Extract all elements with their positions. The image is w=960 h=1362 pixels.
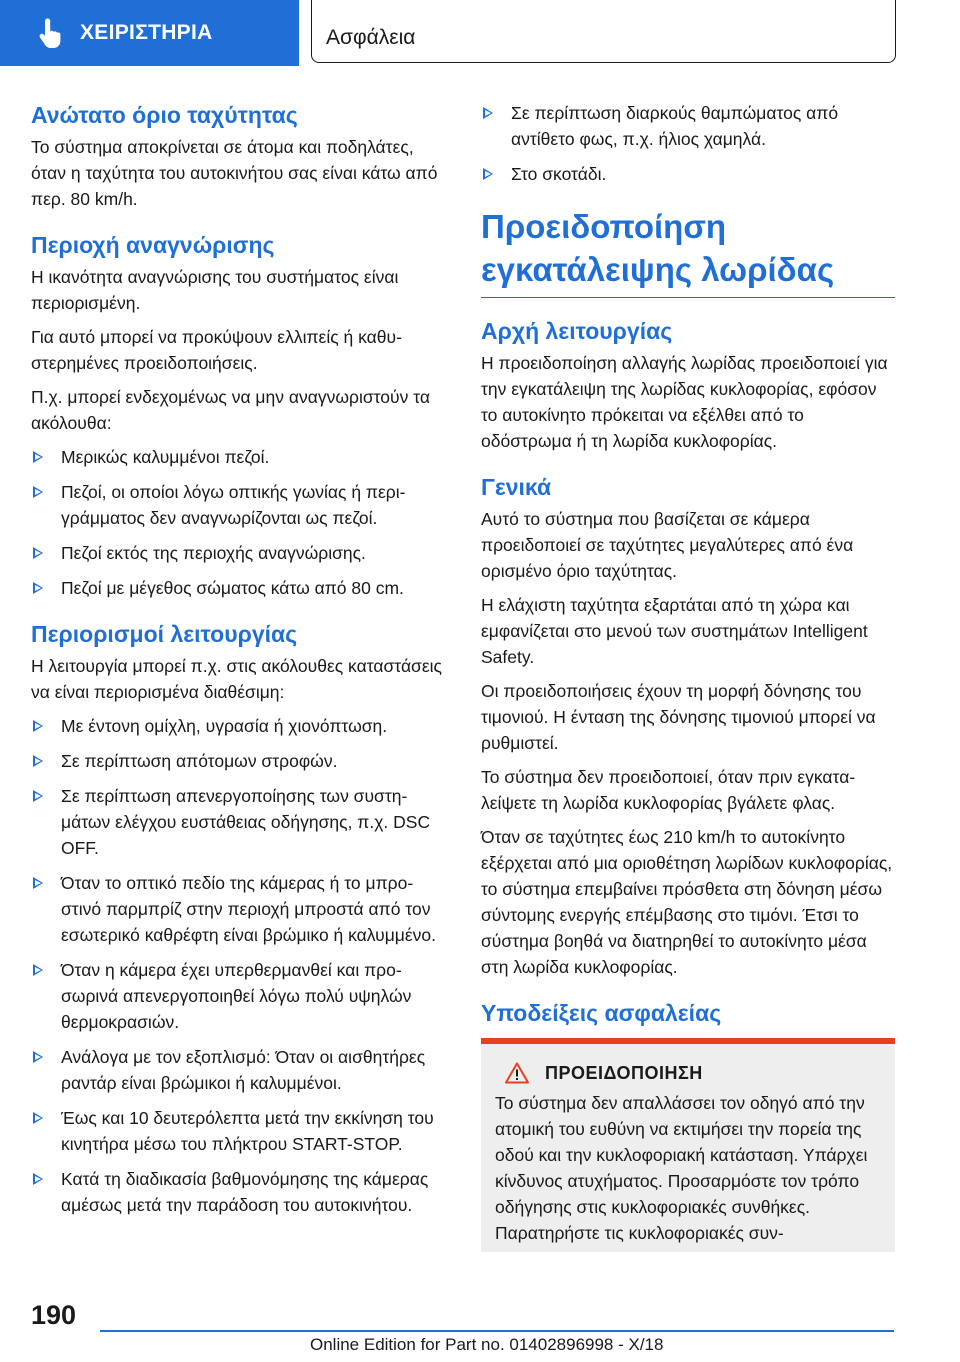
bullet-triangle-icon <box>33 1173 43 1185</box>
main-heading-block <box>481 205 895 298</box>
paragraph: Η λειτουργία μπορεί π.χ. στις ακόλουθες καταστάσεις να είναι περιορισμένα διαθέσιμη: <box>31 656 442 702</box>
paragraph: Η ελάχιστη ταχύτητα εξαρτάται από τη χώρα και εμφανίζεται στο μενού των συστημάτων Intelligent Safety. <box>481 595 868 667</box>
bullet-triangle-icon <box>483 107 493 119</box>
section-safety-notes <box>481 998 895 1252</box>
section-title: Ασφάλεια <box>326 26 416 49</box>
paragraph: Π.χ. μπορεί ενδεχομένως να μην αναγνωριστούν τα ακόλουθα: <box>31 387 431 433</box>
warning-header <box>495 1062 881 1084</box>
warning-triangle-icon <box>505 1062 529 1084</box>
list-item: Στο σκοτάδι. <box>481 161 895 187</box>
list-item: Πεζοί με μέγεθος σώματος κάτω από 80 cm. <box>31 575 447 601</box>
paragraph: Οι προειδοποιήσεις έχουν τη μορφή δόνησης του τιμονιού. Η ένταση της δόνησης τιμονιού μπορεί να ρυθμιστεί. <box>481 681 876 753</box>
bullet-triangle-icon <box>33 720 43 732</box>
heading-principle: Αρχή λειτουργίας <box>481 318 673 344</box>
section-speed-limit <box>31 100 447 212</box>
bullet-triangle-icon <box>33 755 43 767</box>
chapter-tab-label: ΧΕΙΡΙΣΤΗΡΙΑ <box>80 21 213 44</box>
paragraph: Για αυτό μπορεί να προκύψουν ελλιπείς ή καθυστερημένες προειδοποιήσεις. <box>31 327 402 373</box>
bullet-triangle-icon <box>33 790 43 802</box>
list-item: Έως και 10 δευτερόλεπτα μετά την εκκίνηση του κινητήρα μέσω του πλήκτρου START-STOP. <box>31 1105 447 1157</box>
footer-divider <box>100 1330 894 1332</box>
paragraph: Αυτό το σύστημα που βασίζεται σε κάμερα προειδοποιεί σε ταχύτητες μεγαλύτερες από ένα ορισμένο όριο ταχύτητας. <box>481 509 854 581</box>
list-item: Σε περίπτωση διαρκούς θαμπώματος από αντίθετο φως, π.χ. ήλιος χαμηλά. <box>481 100 895 152</box>
main-heading: Προειδοποίηση εγκατάλειψης λωρίδας <box>481 208 835 288</box>
paragraph: Όταν σε ταχύτητες έως 210 km/h το αυτοκίνητο εξέρχεται από μια οριοθέτηση λωρίδων κυκλοφορίας, το σύστημα επεμβαίνει πρόσθετα στη δόνηση μέσω σύντομης ενεργής επέμβασης στο τιμόνι. Έτσι το σύστημα βοηθά να διατηρηθεί το αυτοκίνητο μέσα στη λωρίδα κυκλοφορίας. <box>481 827 893 977</box>
bullet-triangle-icon <box>33 582 43 594</box>
section-general <box>481 472 895 980</box>
bullet-list <box>31 713 447 1218</box>
heading-speed-limit: Ανώτατο όριο ταχύτητας <box>31 102 298 128</box>
list-item: Κατά τη διαδικασία βαθμονόμησης της κάμερας αμέσως μετά την παράδοση του αυτοκινήτου. <box>31 1166 447 1218</box>
bullet-triangle-icon <box>33 547 43 559</box>
warning-title: ΠΡΟΕΙΔΟΠΟΙΗΣΗ <box>545 1062 703 1083</box>
list-item: Όταν η κάμερα έχει υπερθερμανθεί και προσωρινά απενεργοποιηθεί λόγω πολύ υψηλών θερμοκρασιών. <box>31 957 447 1035</box>
chapter-tab[interactable] <box>0 0 299 66</box>
section-function-limits <box>31 619 447 1218</box>
right-column <box>481 100 895 1270</box>
bullet-triangle-icon <box>33 451 43 463</box>
paragraph: Η προειδοποίηση αλλαγής λωρίδας προειδοποιεί για την εγκατάλειψη της λωρίδας κυκλοφορίας, εφόσον το αυτοκίνητο πρόκειται να εξέλθει από το οδόστρωμα ή τη λωρίδα κυκλοφορίας. <box>481 353 888 451</box>
bullet-triangle-icon <box>33 877 43 889</box>
list-item: Σε περίπτωση απότομων στροφών. <box>31 748 447 774</box>
bullet-triangle-icon <box>33 1051 43 1063</box>
list-item: Πεζοί, οι οποίοι λόγω οπτικής γωνίας ή περιγράμματος δεν αναγνωρίζονται ως πεζοί. <box>31 479 447 531</box>
bullet-triangle-icon <box>483 168 493 180</box>
bullet-triangle-icon <box>33 964 43 976</box>
page-number: 190 <box>31 1300 77 1330</box>
section-detection-area <box>31 230 447 601</box>
list-item: Ανάλογα με τον εξοπλισμό: Όταν οι αισθητήρες ραντάρ είναι βρώμικοι ή καλυμμένοι. <box>31 1044 447 1096</box>
heading-safety-notes: Υποδείξεις ασφαλείας <box>481 1000 722 1026</box>
edition-note: Online Edition for Part no. 01402896998 - X/18 <box>310 1335 664 1354</box>
section-principle <box>481 316 895 454</box>
heading-detection-area: Περιοχή αναγνώρισης <box>31 232 275 258</box>
left-column <box>31 100 447 1236</box>
heading-general: Γενικά <box>481 474 552 500</box>
list-item: Με έντονη ομίχλη, υγρασία ή χιονόπτωση. <box>31 713 447 739</box>
bullet-triangle-icon <box>33 1112 43 1124</box>
list-item: Πεζοί εκτός της περιοχής αναγνώρισης. <box>31 540 447 566</box>
list-item: Σε περίπτωση απενεργοποίησης των συστημάτων ελέγχου ευστάθειας οδήγησης, π.χ. DSC OFF. <box>31 783 447 861</box>
bullet-list <box>31 444 447 601</box>
warning-text: Το σύστημα δεν απαλλάσσει τον οδηγό από την ατομική του ευθύνη να εκτιμήσει την πορεία της οδού και την κυκλοφοριακή κατάσταση. Υπάρχει κίνδυνος ατυχήματος. Προσαρμόστε τον τρόπο οδήγησης στις κυκλοφοριακές συνθήκες. Παρατηρήστε τις κυκλοφοριακές συν- <box>495 1093 868 1243</box>
paragraph: Το σύστημα αποκρίνεται σε άτομα και ποδηλάτες, όταν η ταχύτητα του αυτοκινήτου σας είναι κάτω από περ. 80 km/h. <box>31 137 438 209</box>
paragraph: Η ικανότητα αναγνώρισης του συστήματος είναι περιορισμένη. <box>31 267 399 313</box>
list-item: Όταν το οπτικό πεδίο της κάμερας ή το μπροστινό παρμπρίζ στην περιοχή μπροστά από τον εσωτερικό καθρέφτη είναι βρώμικο ή καλυμμένο. <box>31 870 447 948</box>
bullet-triangle-icon <box>33 486 43 498</box>
section-header <box>311 0 896 63</box>
hand-pointer-icon <box>34 16 68 50</box>
list-item: Μερικώς καλυμμένοι πεζοί. <box>31 444 447 470</box>
paragraph: Το σύστημα δεν προειδοποιεί, όταν πριν εγκαταλείψετε τη λωρίδα κυκλοφορίας βγάλετε φλας. <box>481 767 856 813</box>
bullet-list <box>481 100 895 187</box>
warning-box <box>481 1038 895 1252</box>
heading-function-limits: Περιορισμοί λειτουργίας <box>31 621 298 647</box>
